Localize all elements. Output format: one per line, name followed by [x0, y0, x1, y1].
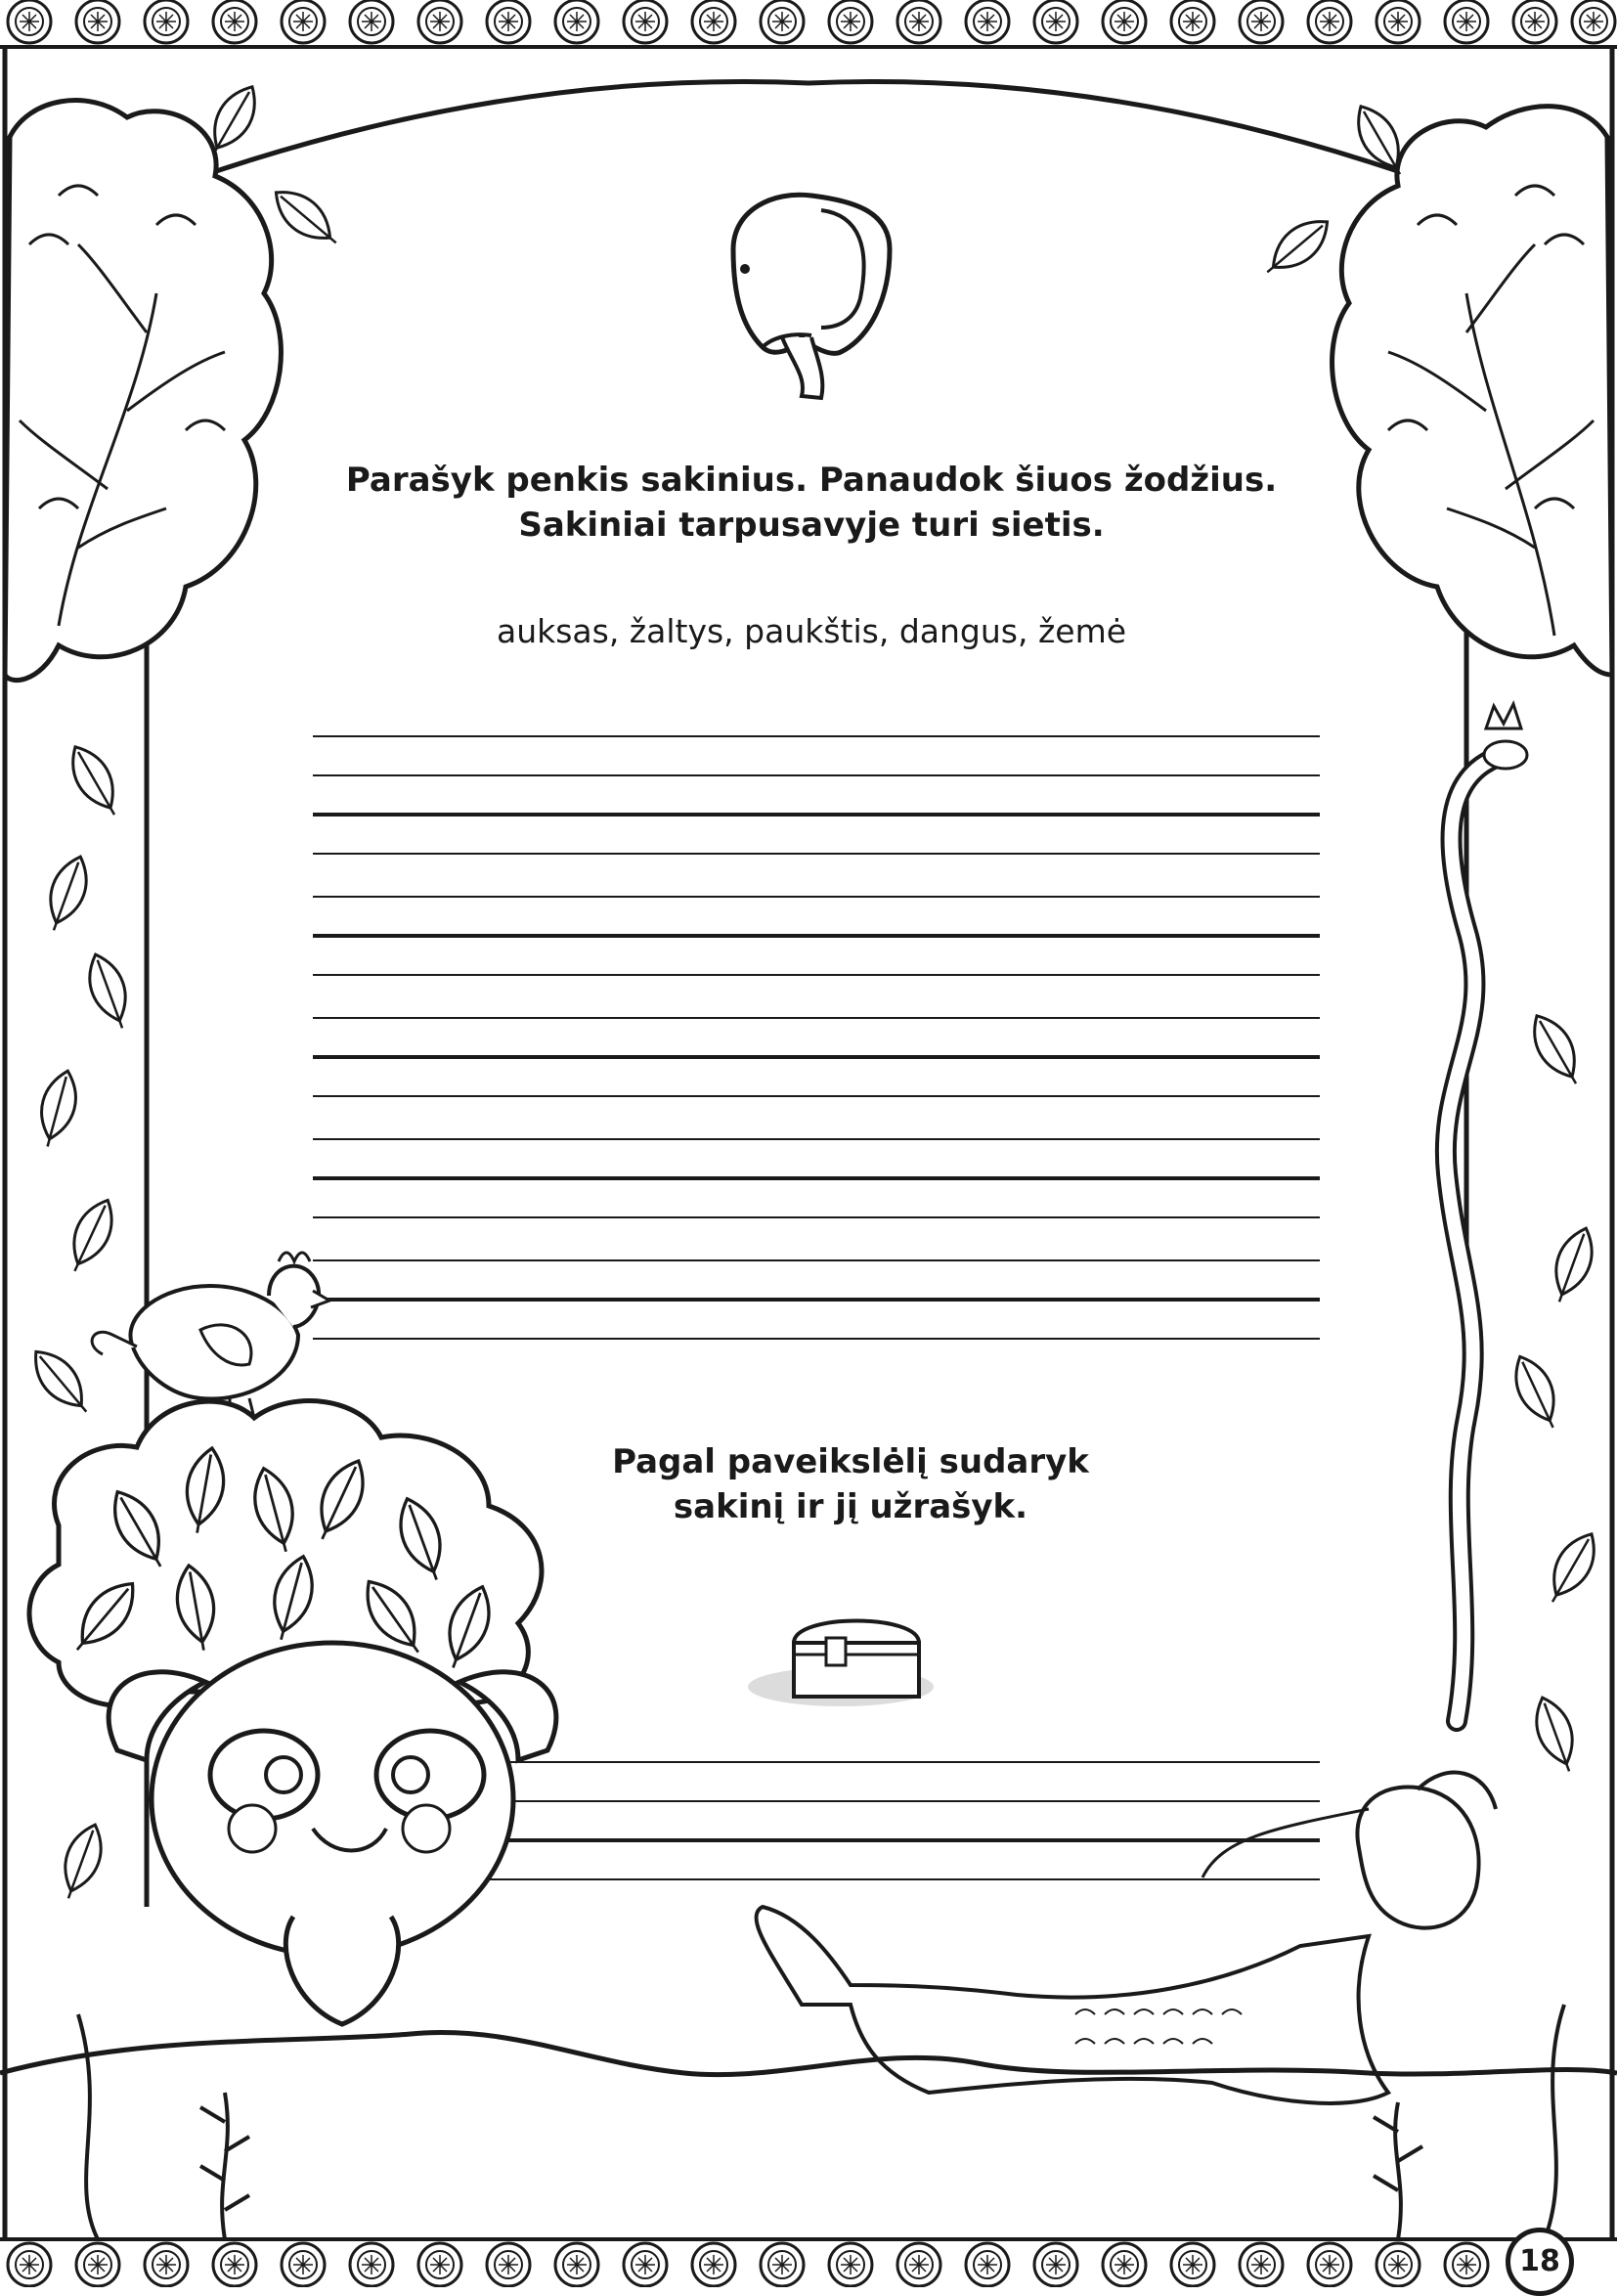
- snake-icon: [1446, 704, 1527, 1721]
- instruction-line: Sakiniai tarpusavyje turi sietis.: [518, 506, 1105, 545]
- instruction-line: Parašyk penkis sakinius. Panaudok šiuos žodžius.: [345, 461, 1278, 500]
- bird-icon: [92, 1253, 329, 1418]
- mermaid-icon: [757, 1773, 1496, 2103]
- tree-icon: [1333, 107, 1612, 675]
- exercise1-instruction: [323, 458, 1300, 548]
- instruction-line: Pagal paveikslėlį sudaryk: [612, 1442, 1089, 1481]
- instruction-line: sakinį ir jį užrašyk.: [673, 1487, 1028, 1526]
- tree-icon: [5, 101, 281, 681]
- writing-lines-exercise1[interactable]: [313, 736, 1320, 1339]
- bottom-border-decoration: [0, 2239, 1617, 2286]
- word-list: auksas, žaltys, paukštis, dangus, žemė: [496, 612, 1127, 650]
- page-number: 18: [1506, 2228, 1574, 2296]
- boy-with-horns-icon: [29, 1401, 556, 2024]
- elephant-icon: [733, 195, 890, 398]
- crown-icon: [1486, 704, 1521, 729]
- exercise2-instruction: [528, 1439, 1173, 1529]
- top-border-decoration: [0, 0, 1617, 47]
- writing-lines-exercise2[interactable]: [469, 1762, 1320, 1879]
- treasure-chest-icon: [748, 1621, 934, 1707]
